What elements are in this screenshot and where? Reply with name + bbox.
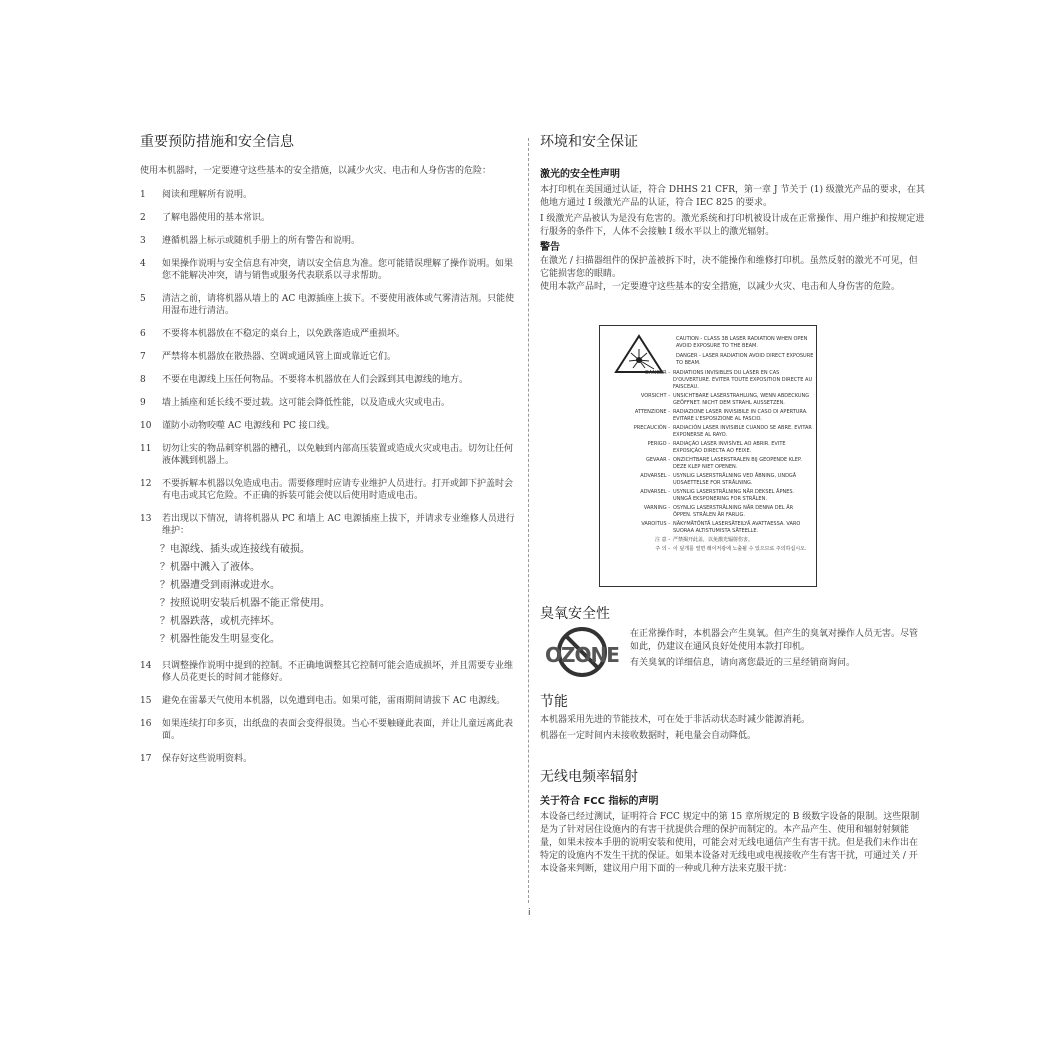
label-row: GEVAAR - ONZICHTBARE LASERSTRALEN BIJ GEOPENDE KLEP. DEZE KLEP NIET OPENEN. <box>646 457 802 470</box>
right-column-top <box>540 132 925 294</box>
energy-title: 节能 <box>540 694 568 710</box>
warning-title: 警告 <box>540 242 560 253</box>
laser-paragraph-2: I 级激光产品被认为是没有危害的。激光系统和打印机被设计成在正常操作、用户维护和按规定进行服务的条件下，人体不会接触 I 级水平以上的激光辐射。 <box>540 214 925 237</box>
warning-paragraph-2: 使用本款产品时，一定要遵守这些基本的安全措施，以减少火灾、电击和人身伤害的危险。 <box>540 282 901 292</box>
list-item: 3 遵循机器上标示或随机手册上的所有警告和说明。 <box>140 236 361 246</box>
page-number: i <box>528 908 531 918</box>
laser-safety-title: 激光的安全性声明 <box>540 169 620 180</box>
list-item: 12 不要拆解本机器以免造成电击。需要修理时应请专业维护人员进行。打开或卸下护盖时会有电击或其它危险。不正确的拆装可能会使以后使用时造成电击。 <box>140 479 514 501</box>
environment-title: 环境和安全保证 <box>540 134 638 150</box>
warning-paragraph-1: 在激光 / 扫描器组件的保护盖被拆下时，决不能操作和维修打印机。虽然反射的激光不可见，但它能损害您的眼睛。 <box>540 256 918 279</box>
ozone-title: 臭氧安全性 <box>540 606 610 622</box>
list-item: 6 不要将本机器放在不稳定的桌台上，以免跌落造成严重损坏。 <box>140 329 406 339</box>
safety-title: 重要预防措施和安全信息 <box>140 134 294 150</box>
label-row: ADVARSEL - USYNLIG LASERSTRÅLNING VED ÅBNING, UNDGÅ UDSAETTELSE FOR STRÅLNING. <box>640 473 797 486</box>
laser-paragraph-1: 本打印机在美国通过认证，符合 DHHS 21 CFR，第一章 J 节关于 (1) 级激光产品的要求，在其他地方通过 I 级激光产品的认证，符合 IEC 825 的要求。 <box>540 185 925 208</box>
fcc-title: 关于符合 FCC 指标的声明 <box>540 796 659 807</box>
laser-label-rows <box>608 370 813 555</box>
label-row: VARNING - OSYNLIG LASERSTRÅLNING NÄR DENNA DEL ÄR ÖPPEN. STRÅLEN ÄR FARLIG. <box>643 505 794 518</box>
label-row: DANGER - RADIATIONS INVISIBLES DU LASER EN CAS D'OUVERTURE. EVITER TOUTE EXPOSITION DIRECTE AU FAISCEAU. <box>645 370 813 390</box>
sub-item: ？机器性能发生明显变化。 <box>160 634 280 645</box>
list-item: 9 墙上插座和延长线不要过载。这可能会降低性能，以及造成火灾或电击。 <box>140 398 451 408</box>
label-row: ATTENZIONE - RADIAZIONE LASER INVISIBILE IN CASO DI APERTURA. EVITARE L'ESPOSIZIONE AL FASCIO. <box>634 409 808 422</box>
label-row: PRECAUCIÓN - RADIACIÓN LASER INVISIBLE CUANDO SE ABRE. EVITAR EXPONERSE AL RAYO. <box>633 425 812 438</box>
list-item: 5 清洁之前，请将机器从墙上的 AC 电源插座上拔下。不要使用液体或气雾清洁剂。只能使用湿布进行清洁。 <box>140 294 515 316</box>
ozone-section <box>540 604 925 624</box>
label-row: VORSICHT - UNSICHTBARE LASERSTRAHLUNG, WENN ABDECKUNG GEÖFFNET. NICHT DEM STRAHL AUSSETZEN. <box>640 393 810 406</box>
list-item: 13 若出现以下情况，请将机器从 PC 和墙上 AC 电源插座上拔下，并请求专业维修人员进行维护： <box>140 514 515 536</box>
fcc-paragraph: 本设备已经过测试，证明符合 FCC 规定中的第 15 章所规定的 B 级数字设备的限制。这些限制是为了针对居住设施内的有害干扰提供合理的保护而制定的。本产品产生、使用和辐射射频能量，如果未按本手册的说明安装和使用，可能会对无线电通信产生有害干扰。但是我们未作出在特定的设施内不发生干扰的保证。如果本设备对无线电或电视接收产生有害干扰，可通过关 / 开本设备来判断，建议用户用下面的一种或几种方法来克服干扰： <box>540 812 920 874</box>
sub-item: ？机器遭受到雨淋或进水。 <box>160 580 280 591</box>
label-row: 注 意 - 严禁揭开此盖，以免激光辐射伤害。 <box>655 537 754 543</box>
ozone-text <box>630 628 920 670</box>
ozone-paragraph-2: 有关臭氧的详细信息，请向离您最近的三星经销商询问。 <box>630 658 856 668</box>
sub-item: ？机器中溅入了液体。 <box>160 562 260 573</box>
list-item: 1 阅读和理解所有说明。 <box>140 190 253 200</box>
safety-intro: 使用本机器时，一定要遵守这些基本的安全措施，以减少火灾、电击和人身伤害的危险： <box>140 166 492 176</box>
sub-item: ？机器跌落，或机壳摔坏。 <box>160 616 280 627</box>
sub-item: ？电源线、插头或连接线有破损。 <box>160 544 310 555</box>
safety-list-continued <box>140 660 520 765</box>
ozone-icon <box>545 627 619 681</box>
laser-warning-label <box>599 325 817 587</box>
list-item: 10 谨防小动物咬噬 AC 电源线和 PC 接口线。 <box>140 421 335 431</box>
list-item: 8 不要在电源线上压任何物品。不要将本机器放在人们会踩到其电源线的地方。 <box>140 375 469 385</box>
energy-paragraph-1: 本机器采用先进的节能技术，可在处于非活动状态时减少能源消耗。 <box>540 715 811 725</box>
column-divider <box>528 138 529 903</box>
list-item: 17 保存好这些说明资料。 <box>140 754 253 764</box>
label-row: VAROITUS - NÄKYMÄTÖNTÄ LASERSÄTEILYÄ AVATTAESSA. VARO SUORAA ALTISTUMISTA SÄTEELLE. <box>641 521 801 534</box>
list-item: 15 避免在雷暴天气使用本机器，以免遭到电击。如果可能，雷雨期间请拔下 AC 电源线。 <box>140 696 506 706</box>
laser-caution-text: CAUTION - CLASS 3B LASER RADIATION WHEN OPEN AVOID EXPOSURE TO THE BEAM. DANGER - LASER RADIATION AVOID DIRECT EXPOSURE TO BEAM. <box>676 336 814 366</box>
label-row: ADVARSEL - USYNLIG LASERSTRÅLNING NÅR DEKSEL ÅPNES. UNNGÅ EKSPONERING FOR STRÅLEN. <box>640 489 795 502</box>
right-column-bottom <box>540 692 925 876</box>
label-row: 주 의 - 이 덮개를 열면 레이저광에 노출될 수 있으므로 주의하십시오. <box>655 546 807 552</box>
sub-list <box>140 541 520 649</box>
list-item: 4 如果操作说明与安全信息有冲突，请以安全信息为准。您可能错误理解了操作说明。如果您不能解决冲突，请与销售或服务代表联系以寻求帮助。 <box>140 259 514 281</box>
rf-title: 无线电频率辐射 <box>540 769 638 785</box>
list-item: 11 切勿让实的物品刺穿机器的槽孔，以免触到内部高压装置或造成火灾或电击。切勿让任何液体溅到机器上。 <box>140 444 514 466</box>
safety-list <box>140 189 520 537</box>
list-item: 14 只调整操作说明中提到的控制。不正确地调整其它控制可能会造成损坏，并且需要专业维修人员花更长的时间才能修好。 <box>140 661 514 683</box>
list-item: 7 严禁将本机器放在散热器、空调或通风管上面或靠近它们。 <box>140 352 397 362</box>
sub-item: ？按照说明安装后机器不能正常使用。 <box>160 598 330 609</box>
energy-paragraph-2: 机器在一定时间内未接收数据时，耗电量会自动降低。 <box>540 731 757 741</box>
label-row: PERIGO - RADIAÇÃO LASER INVISÍVEL AO ABRIR. EVITE EXPOSIÇÃO DIRECTA AO FEIXE. <box>647 441 786 454</box>
list-item: 16 如果连续打印多页，出纸盘的表面会变得很烫。当心不要触碰此表面，并让儿童远离此表面。 <box>140 719 514 741</box>
laser-hazard-icon <box>614 334 664 374</box>
list-item: 2 了解电器使用的基本常识。 <box>140 213 271 223</box>
ozone-paragraph-1: 在正常操作时，本机器会产生臭氧。但产生的臭氧对操作人员无害。尽管如此，仍建议在通风良好处使用本款打印机。 <box>630 629 919 652</box>
ozone-logo-text: OZONE <box>545 643 619 667</box>
left-column <box>140 132 520 765</box>
